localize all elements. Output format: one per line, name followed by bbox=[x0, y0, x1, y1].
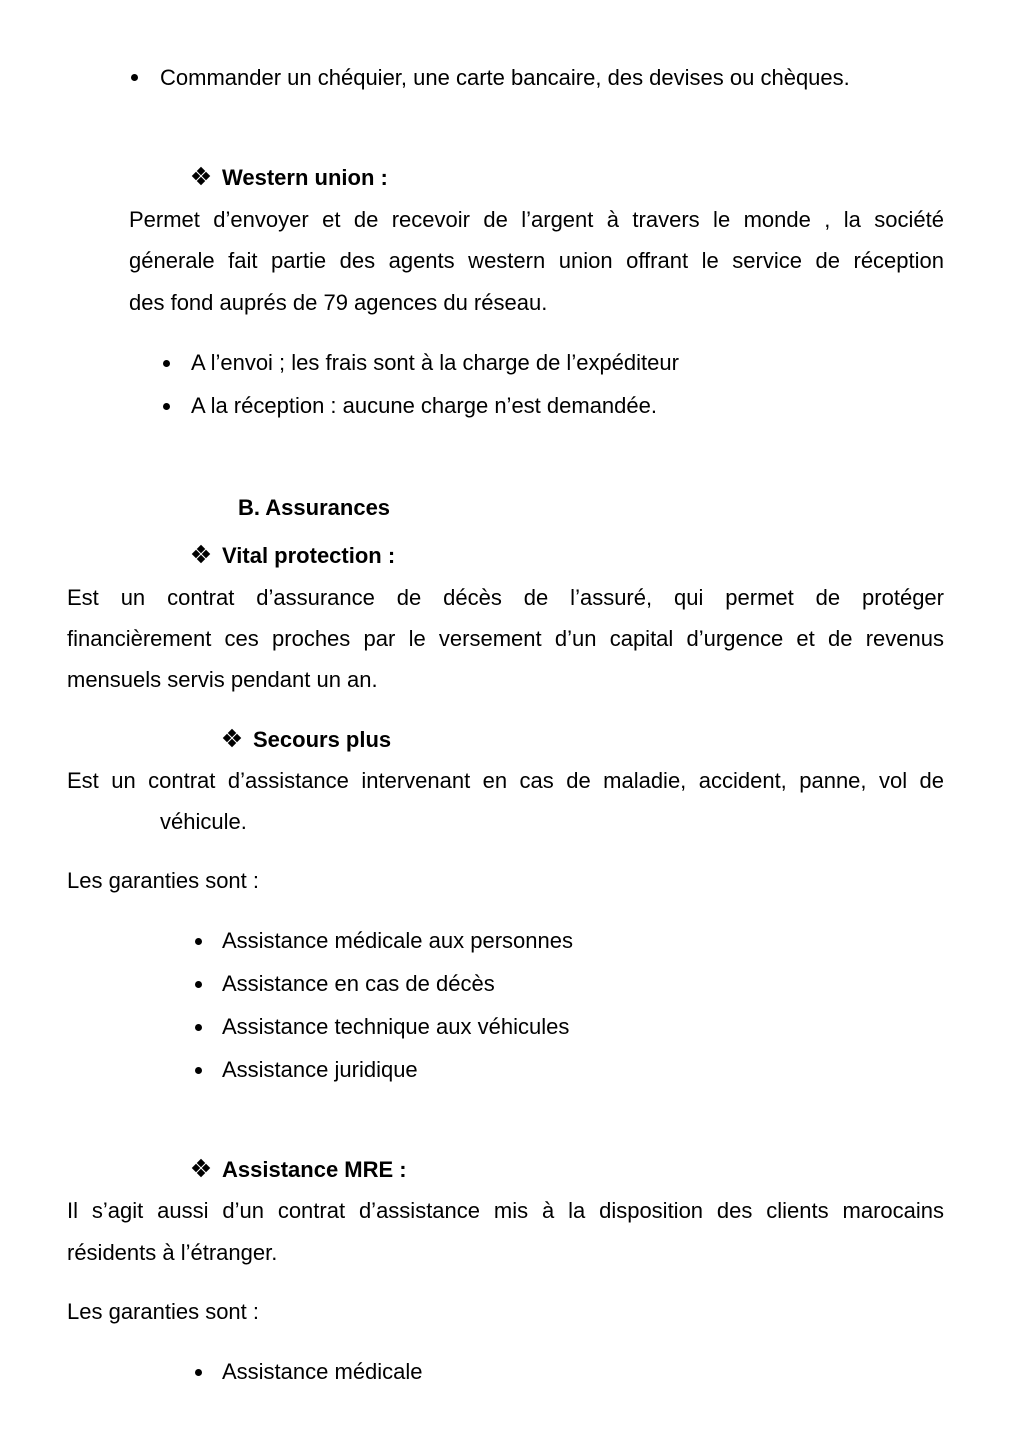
list-item: Assistance en cas de décès bbox=[222, 971, 495, 996]
paragraph-line: Est un contrat d’assurance de décès de l’assuré, qui permet de protéger bbox=[67, 585, 944, 610]
paragraph-line: Il s’agit aussi d’un contrat d’assistance mis à la disposition des clients marocains bbox=[67, 1198, 944, 1223]
paragraph-line: Est un contrat d’assistance intervenant en cas de maladie, accident, panne, vol de bbox=[67, 768, 944, 793]
bullet-dot bbox=[195, 981, 202, 988]
paragraph-line: Permet d’envoyer et de recevoir de l’argent à travers le monde , la société bbox=[129, 207, 944, 232]
bullet-dot bbox=[195, 938, 202, 945]
bullet-dot bbox=[195, 1067, 202, 1074]
paragraph-line: des fond auprés de 79 agences du réseau. bbox=[129, 290, 548, 315]
list-item: Assistance médicale aux personnes bbox=[222, 928, 573, 953]
bullet-dot bbox=[195, 1369, 202, 1376]
bullet-dot bbox=[163, 360, 170, 367]
section-title-assurances: B. Assurances bbox=[238, 495, 391, 520]
paragraph-line: véhicule. bbox=[160, 809, 247, 834]
section-heading-assistance-mre: Assistance MRE : bbox=[222, 1157, 407, 1182]
diamond-bullet-icon bbox=[193, 546, 210, 563]
bullet-dot bbox=[163, 403, 170, 410]
paragraph-line: mensuels servis pendant un an. bbox=[67, 667, 378, 692]
list-item: Assistance médicale bbox=[222, 1359, 423, 1384]
section-heading-western-union: Western union : bbox=[222, 165, 388, 190]
section-heading-secours-plus: Secours plus bbox=[253, 727, 392, 752]
guarantees-label: Les garanties sont : bbox=[67, 868, 260, 893]
diamond-bullet-icon bbox=[193, 168, 210, 185]
bullet-dot bbox=[195, 1024, 202, 1031]
paragraph-line: financièrement ces proches par le versement d’un capital d’urgence et de revenus bbox=[67, 626, 944, 651]
list-item: Assistance juridique bbox=[222, 1057, 418, 1082]
list-item: Commander un chéquier, une carte bancaire, des devises ou chèques. bbox=[160, 65, 850, 90]
diamond-bullet-icon bbox=[224, 730, 241, 747]
section-heading-vital-protection: Vital protection : bbox=[222, 543, 396, 568]
list-item: A l’envoi ; les frais sont à la charge de l’expéditeur bbox=[191, 350, 679, 375]
paragraph-line: génerale fait partie des agents western union offrant le service de réception bbox=[129, 248, 944, 273]
guarantees-label: Les garanties sont : bbox=[67, 1299, 260, 1324]
diamond-bullet-icon bbox=[193, 1160, 210, 1177]
list-item: A la réception : aucune charge n’est demandée. bbox=[191, 393, 657, 418]
bullet-dot bbox=[131, 74, 138, 81]
paragraph-line: résidents à l’étranger. bbox=[67, 1240, 278, 1265]
list-item: Assistance technique aux véhicules bbox=[222, 1014, 570, 1039]
